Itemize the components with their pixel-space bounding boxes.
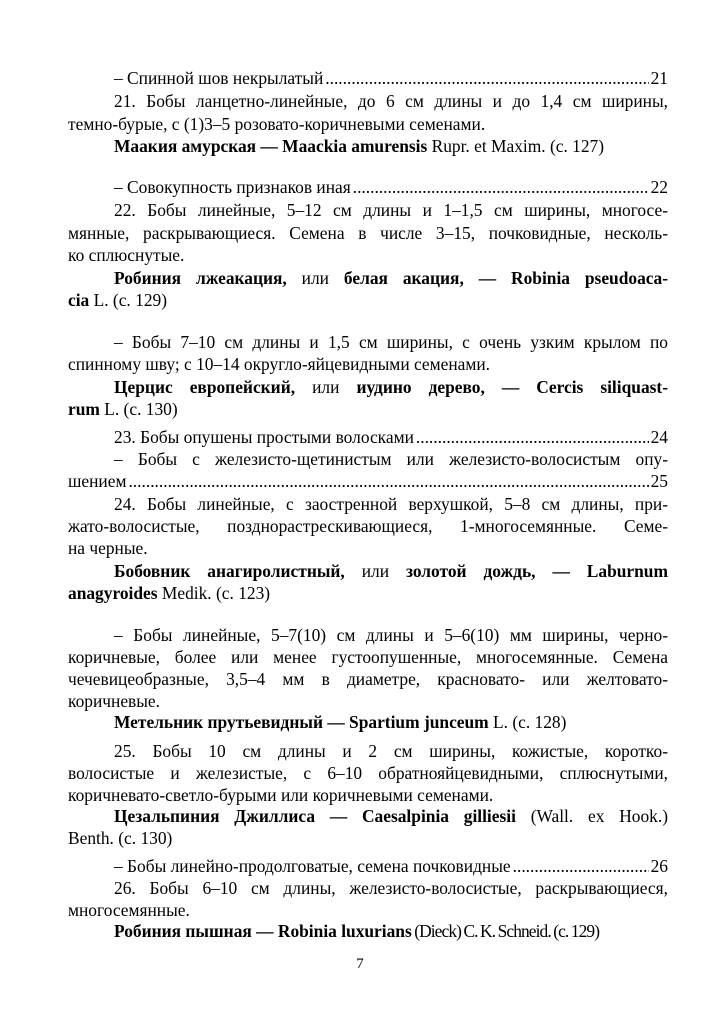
species-author: Rupr. et Maxim. (с. 127) (427, 136, 605, 156)
key-line (114, 426, 668, 448)
species-name: Церцис европейский, (114, 377, 296, 397)
key-line: многосемянные. (68, 900, 190, 920)
key-line (114, 855, 668, 877)
species-author-line: Benth. (с. 130) (68, 828, 173, 848)
key-text: – Бобы линейно-продолговатые, семена почковидные (114, 856, 511, 876)
species-name: золотой дождь, — Laburnum (405, 561, 668, 581)
key-line (114, 67, 668, 89)
species-name-line (68, 289, 668, 311)
species-author: (Wall. ex Hook.) (515, 806, 668, 826)
key-reference: 22 (650, 177, 668, 197)
key-line: спинному шву; с 10–14 округло-яйцевидными семенами. (68, 354, 491, 374)
key-reference: 21 (650, 68, 668, 88)
species-author: L. (с. 128) (488, 712, 567, 732)
key-line: коричневые, более или менее густоопушенные, многосемянные. Семена (68, 647, 668, 667)
key-line: коричневые. (68, 691, 160, 711)
species-name-line (68, 398, 668, 420)
key-line: мянные, раскрывающиеся. Семена в числе 3–15, почковидные, несколь- (68, 223, 668, 243)
key-line: – Бобы 7–10 см длины и 1,5 см ширины, с очень узким крылом по (114, 332, 668, 352)
key-line: 24. Бобы линейные, с заостренной верхушкой, 5–8 см длины, при- (114, 494, 668, 514)
species-author: (Dieck) C. K. Schneid. (с. 129) (411, 921, 600, 941)
species-author: Medik. (с. 123) (157, 583, 271, 603)
key-text: – Совокупность признаков иная (114, 177, 351, 197)
species-name-line (68, 582, 668, 604)
species-name: anagyroides (68, 583, 158, 603)
species-name: белая акация, — Robinia pseudoaca- (343, 268, 668, 288)
key-line: – Бобы линейные, 5–7(10) см длины и 5–6(10) мм ширины, черно- (114, 625, 668, 645)
key-line: коричневато-светло-бурыми или коричневыми семенами. (68, 785, 494, 805)
species-name-line (114, 920, 668, 942)
leader-dots (128, 470, 648, 492)
species-author: L. (с. 130) (99, 399, 178, 419)
species-name: Маакия амурская — Maackia amurensis (114, 136, 428, 156)
key-line: 26. Бобы 6–10 см длины, железисто-волосистые, раскрывающиеся, (114, 878, 668, 898)
key-text: шением (68, 471, 127, 491)
leader-dots (513, 855, 649, 877)
key-line (114, 176, 668, 198)
species-author: L. (с. 129) (89, 290, 167, 310)
species-name: Робиния лжеакация, (114, 268, 287, 288)
key-line: ко сплюснутые. (68, 245, 185, 265)
key-text: – Спинной шов некрылатый (114, 68, 324, 88)
key-line: 25. Бобы 10 см длины и 2 см ширины, кожистые, коротко- (114, 741, 668, 761)
key-text: 23. Бобы опушены простыми волосками (114, 427, 414, 447)
species-name: Робиния пышная — Robinia luxurians (114, 921, 412, 941)
leader-dots (416, 426, 649, 448)
species-name-line: Робиния лжеакация, или белая акация, — Robinia pseudoaca- (114, 268, 668, 288)
species-name-line: Церцис европейский, или иудино дерево, — Cercis siliquast- (114, 377, 668, 397)
key-line: – Бобы с железисто-щетинистым или железисто-волосистым опу- (114, 449, 668, 469)
leader-dots (325, 67, 648, 89)
key-reference: 24 (650, 427, 668, 447)
key-reference: 26 (650, 856, 668, 876)
species-name: иудино дерево, — Cercis siliquast- (356, 377, 668, 397)
page-number: 7 (356, 956, 364, 972)
key-line: темно-бурые, с (1)3–5 розовато-коричневыми семенами. (68, 114, 486, 134)
key-line: на черные. (68, 538, 148, 558)
key-line (68, 470, 668, 492)
species-name: cia (68, 290, 90, 310)
species-name-line (114, 711, 668, 733)
key-line: чечевицеобразные, 3,5–4 мм в диаметре, красновато- или желтовато- (68, 669, 668, 689)
species-name: Цезальпиния Джиллиса — Caesalpinia gilliesii (114, 806, 516, 826)
key-reference: 25 (650, 471, 668, 491)
species-name: Бобовник анагиролистный, (114, 561, 345, 581)
key-line: 21. Бобы ланцетно-линейные, до 6 см длины и до 1,4 см ширины, (114, 91, 668, 111)
key-line: волосистые и железистые, с 6–10 обратнояйцевидными, сплюснутыми, (68, 763, 668, 783)
key-line: жато-волосистые, позднорастрескивающиеся, 1-многосемянные. Семе- (68, 516, 668, 536)
species-name-line (114, 135, 668, 157)
species-name: rum (68, 399, 100, 419)
species-name-line (114, 805, 668, 827)
species-name-line: Бобовник анагиролистный, или золотой дождь, — Laburnum (114, 561, 668, 581)
key-line: 22. Бобы линейные, 5–12 см длины и 1–1,5 см ширины, многосе- (114, 200, 668, 220)
leader-dots (353, 176, 649, 198)
species-name: Метельник прутьевидный — Spartium junceum (114, 712, 489, 732)
